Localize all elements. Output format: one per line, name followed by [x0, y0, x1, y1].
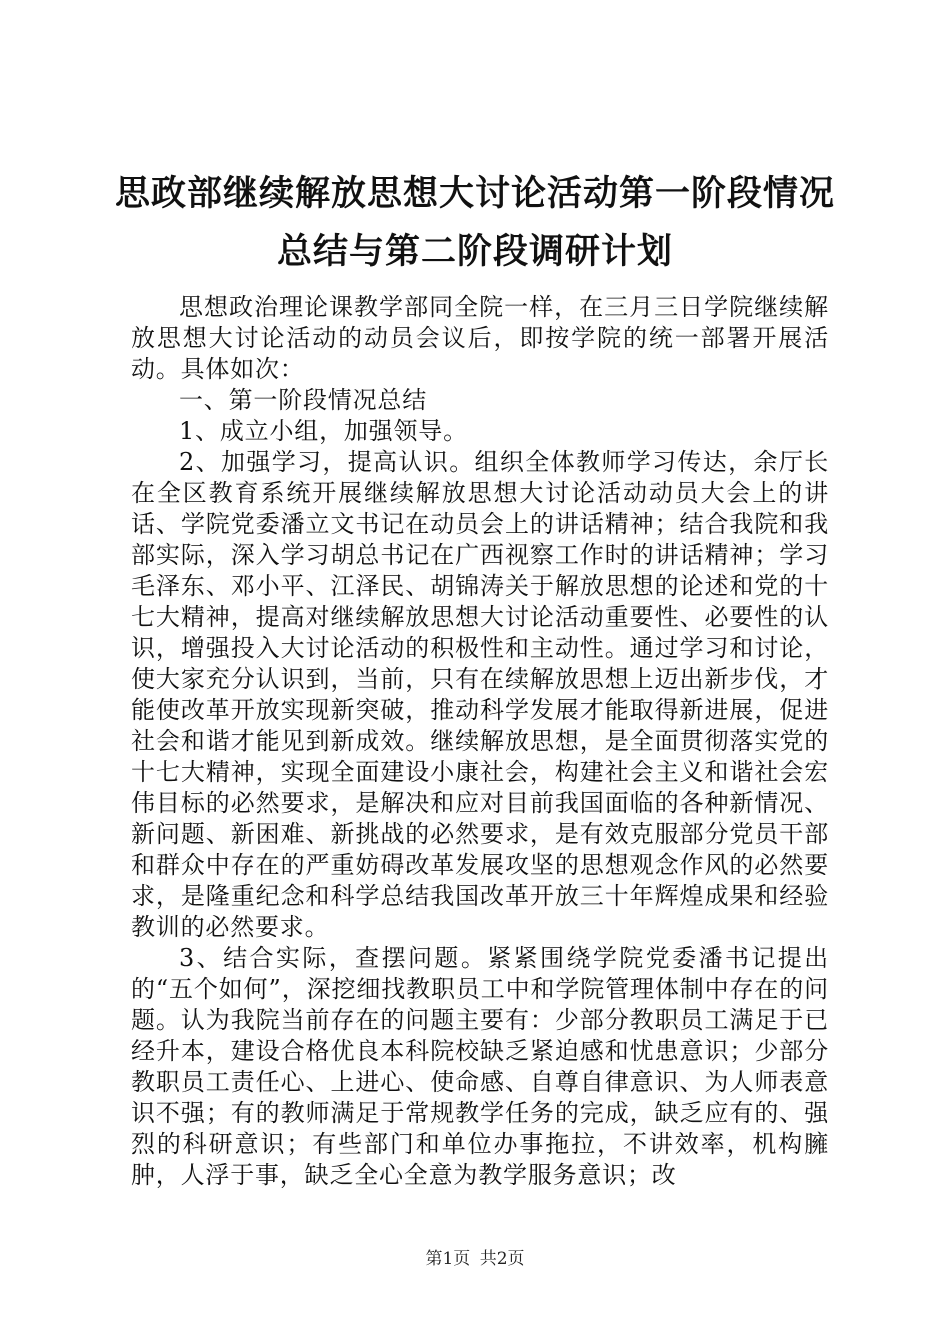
section-heading: 一、第一阶段情况总结	[179, 386, 427, 414]
paragraph-item-2: 2、加强学习，提高认识。组织全体教师学习传达，余厅长在全区教育系统开展继续解放思想大讨论活动动员大会上的讲话、学院党委潘立文书记在动员会上的讲话精神；结合我院和我部实际，深入学习胡总书记在广西视察工作时的讲话精神；学习毛泽东、邓小平、江泽民、胡锦涛关于解放思想的论述和党的十七大精神，提高对继续解放思想大讨论活动重要性、必要性的认识，增强投入大讨论活动的积极性和主动性。通过学习和讨论，使大家充分认识到，当前，只有在续解放思想上迈出新步伐，才能使改革开放实现新突破，推动科学发展才能取得新进展，促进社会和谐才能见到新成效。继续解放思想，是全面贯彻落实党的十七大精神，实现全面建设小康社会，构建社会主义和谐社会宏伟目标的必然要求，是解决和应对目前我国面临的各种新情况、新问题、新困难、新挑战的必然要求，是有效克服部分党员干部和群众中存在的严重妨碍改革发展攻坚的思想观念作风的必然要求，是隆重纪念和科学总结我国改革开放三十年辉煌成果和经验教训的必然要求。	[131, 448, 829, 941]
page-total: 共2页	[479, 1249, 525, 1269]
paragraph-item-1: 1、成立小组，加强领导。	[179, 417, 468, 445]
document-body	[131, 292, 829, 1191]
document-title-line-2: 总结与第二阶段调研计划	[276, 232, 673, 272]
page-number: 第1页	[425, 1249, 471, 1269]
document-title-line-1: 思政部继续解放思想大讨论活动第一阶段情况	[114, 174, 835, 214]
paragraph-intro: 思想政治理论课教学部同全院一样，在三月三日学院继续解放思想大讨论活动的动员会议后，即按学院的统一部署开展活动。具体如次：	[131, 293, 829, 383]
page-footer	[0, 1244, 950, 1269]
paragraph-item-3: 3、结合实际，查摆问题。紧紧围绕学院党委潘书记提出的“五个如何”，深挖细找教职员工中和学院管理体制中存在的问题。认为我院当前存在的问题主要有：少部分教职员工满足于已经升本，建设合格优良本科院校缺乏紧迫感和忧患意识；少部分教职员工责任心、上进心、使命感、自尊自律意识、为人师表意识不强；有的教师满足于常规教学任务的完成，缺乏应有的、强烈的科研意识；有些部门和单位办事拖拉，不讲效率，机构臃肿，人浮于事，缺乏全心全意为教学服务意识；改	[131, 944, 829, 1189]
